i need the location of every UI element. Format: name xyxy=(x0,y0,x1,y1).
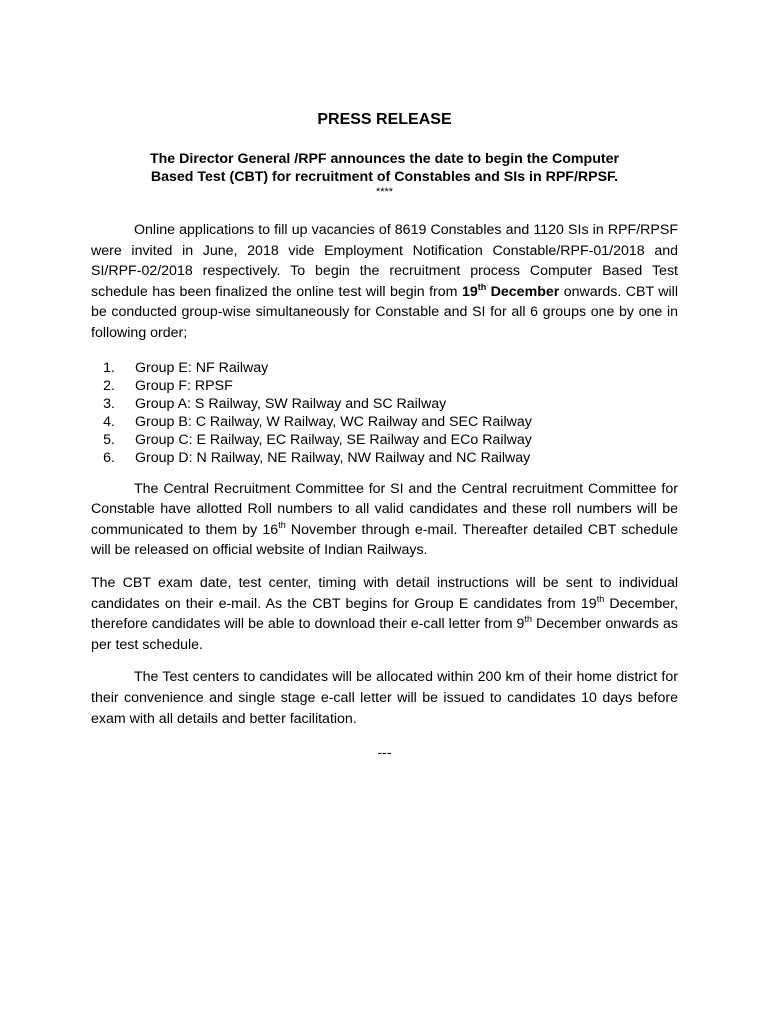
list-item xyxy=(91,359,678,377)
document-title: PRESS RELEASE xyxy=(317,111,452,128)
exam-date-suffix: th xyxy=(596,593,605,604)
press-release-document xyxy=(91,108,678,761)
paragraph-roll-numbers-tail: November through e-mail. Thereafter detailed CBT schedule will be released on official website of Indian Railways. xyxy=(91,521,678,559)
list-item xyxy=(91,449,678,467)
list-item-number: 5. xyxy=(103,431,115,448)
list-item-number: 4. xyxy=(103,413,115,430)
document-subtitle xyxy=(91,151,678,186)
roll-date-suffix: th xyxy=(278,519,286,530)
ecall-date-suffix: th xyxy=(524,614,532,625)
list-item xyxy=(91,395,678,413)
paragraph-applications-text: Online applications to fill up vacancies of 8619 Constables and 1120 SIs in RPF/RPSF were invited in June, 2018 vide Employment Notification Constable/RPF-01/2018 and SI/RPF-02/2018 respectively. To begin the recruitment process Computer Based Test schedule has been finalized the online test will begin from xyxy=(91,222,678,300)
end-mark: --- xyxy=(377,744,392,761)
list-item-number: 2. xyxy=(103,377,115,394)
paragraph-exam-details-mid: December, therefore candidates will be able to download their e-call letter from 9 xyxy=(91,595,679,633)
list-item-label: Group B: C Railway, W Railway, WC Railway and SEC Railway xyxy=(135,413,532,430)
subtitle-line-2: Based Test (CBT) for recruitment of Constables and SIs in RPF/RPSF. xyxy=(150,168,619,185)
list-item-label: Group A: S Railway, SW Railway and SC Railway xyxy=(135,395,447,412)
cbt-start-date xyxy=(461,281,560,300)
separator-stars: **** xyxy=(375,186,394,198)
cbt-start-day-suffix: th xyxy=(477,281,487,292)
list-item xyxy=(91,413,678,431)
list-item-number: 3. xyxy=(103,395,115,412)
paragraph-applications-tail: onwards. CBT will be conducted group-wise simultaneously for Constable and SI for all 6 groups one by one in following order; xyxy=(91,283,678,341)
list-item-label: Group E: NF Railway xyxy=(135,359,269,376)
list-item-label: Group D: N Railway, NE Railway, NW Railway and NC Railway xyxy=(135,449,531,466)
list-item-number: 6. xyxy=(103,449,115,466)
paragraph-roll-numbers xyxy=(91,479,678,561)
list-item-label: Group C: E Railway, EC Railway, SE Railway and ECo Railway xyxy=(135,431,532,448)
paragraph-test-centers: The Test centers to candidates will be allocated within 200 km of their home district for their convenience and single stage e-call letter will be issued to candidates 10 days before exam with all details and better facilitation. xyxy=(91,669,678,727)
paragraph-exam-details-tail: December onwards as per test schedule. xyxy=(91,616,678,653)
cbt-start-month: December xyxy=(486,283,560,300)
paragraph-exam-details xyxy=(91,573,678,655)
group-order-list xyxy=(91,359,678,467)
paragraph-applications xyxy=(91,220,678,344)
subtitle-line-1: The Director General /RPF announces the date to begin the Computer xyxy=(149,151,620,167)
list-item xyxy=(91,377,678,395)
list-item-label: Group F: RPSF xyxy=(135,377,233,394)
cbt-start-day: 19 xyxy=(461,283,478,300)
paragraph-roll-numbers-text: The Central Recruitment Committee for SI and the Central recruitment Committee for Constable have allotted Roll numbers to all valid candidates and these roll numbers will be communicated to them by 16 xyxy=(91,480,678,538)
list-item-number: 1. xyxy=(103,359,115,376)
list-item xyxy=(91,431,678,449)
paragraph-exam-details-text: The CBT exam date, test center, timing with detail instructions will be sent to individual candidates on their e-mail. As the CBT begins for Group E candidates from 19 xyxy=(91,574,678,612)
